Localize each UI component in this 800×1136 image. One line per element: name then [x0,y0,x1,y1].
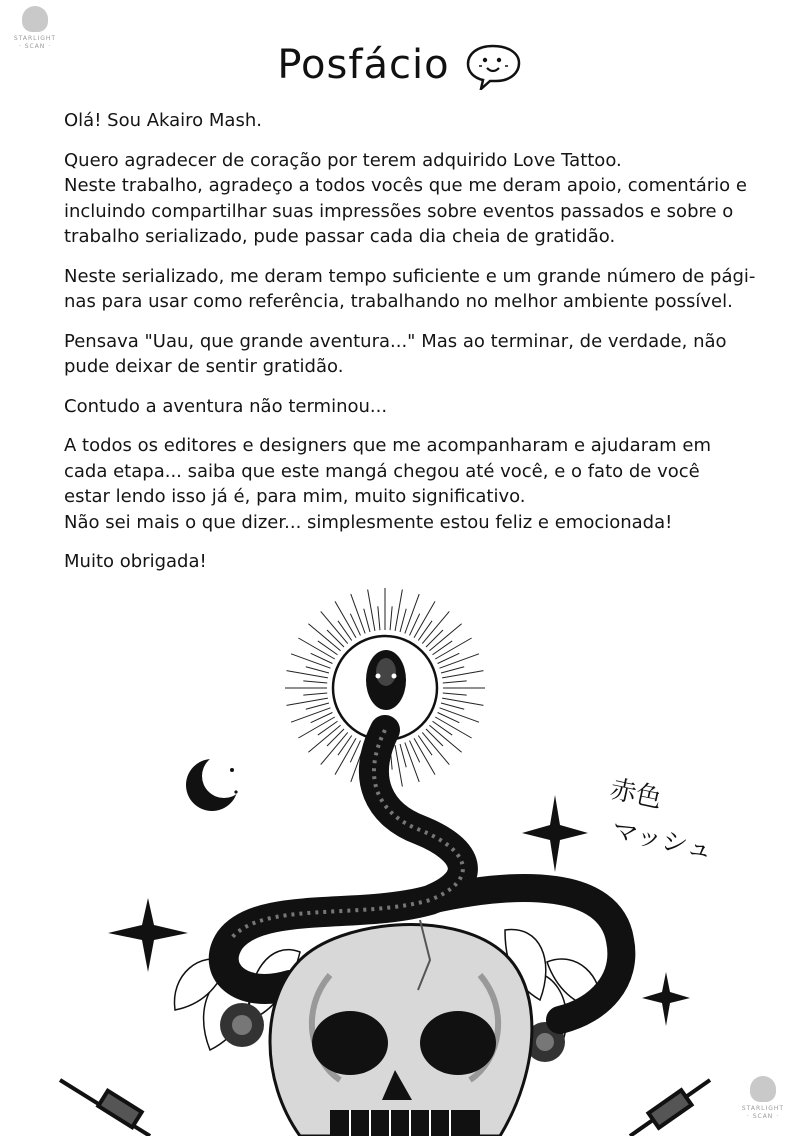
sun-ray [440,654,479,668]
speech-bubble-face-icon [463,40,523,90]
letter-line: Neste trabalho, agradeço a todos vocês que me deram apoio, comentário e [64,175,747,196]
letter-line: Olá! Sou Akairo Mash. [64,110,262,131]
sun-ray [303,693,327,695]
signature-line-2: マッシュ [608,815,716,867]
sun-ray [440,708,479,722]
sun-ray [395,745,402,786]
sun-ray [378,606,380,630]
page-title: Posfácio [277,42,450,88]
letter-line: nas para usar como referência, trabalhando no melhor ambiente possível. [64,291,733,312]
sun-ray [291,654,330,668]
skull-illustration [270,920,532,1136]
sun-ray [441,667,464,673]
letter-line: Quero agradecer de coração por terem adquirido Love Tattoo. [64,149,622,171]
letter-line: trabalho serializado, pude passar cada dia cheia de gratidão. [64,226,616,247]
letter-line: incluindo compartilhar suas impressões sobre eventos passados e sobre o [64,200,734,222]
greeting-paragraph [64,108,754,134]
sun-ray [441,703,464,709]
sun-ray [338,621,352,641]
letter-line: pude deixar de sentir gratidão. [64,356,344,377]
star-icon [522,795,588,872]
sun-ray [443,681,467,683]
watermark-line-1: STARLIGHT [13,35,57,42]
sun-ray [368,590,375,631]
sun-ray [418,621,432,641]
letter-line: Muito obrigada! [64,551,207,572]
signature-line-1: 赤色 [607,774,665,815]
sun-ray [405,743,419,782]
sun-ray [327,729,344,746]
sun-ray [338,736,352,756]
sun-ray [400,744,406,767]
sun-ray [318,721,338,735]
thanks-paragraph [64,148,754,250]
watermark-line-2: · SCAN · [18,43,52,50]
sun-ray [318,641,338,655]
letter-line: Não sei mais o que dizer... simplesmente estou feliz e emocionada! [64,511,673,533]
not-over-paragraph [64,394,754,420]
sun-ray [351,594,365,633]
letter-line: A todos os editores e designers que me acompanharam e ajudaram em [64,435,711,456]
afterword-letter [64,108,754,589]
letter-line: Neste serializado, me deram tempo suficiente e um grande número de pági- [64,265,756,287]
sun-ray [442,698,483,705]
sun-ray [303,681,327,683]
sun-ray [433,721,453,735]
sun-ray [287,698,328,705]
watermark-blob-icon [22,6,48,32]
star-icon [108,898,188,972]
sun-ray [364,609,370,632]
sun-ray [327,630,344,647]
watermark-logo-bottom [733,1076,793,1121]
letter-line: Pensava "Uau, que grande aventura..." Mas ao terminar, de verdade, não [64,330,727,352]
sun-ray [426,729,443,746]
sun-ray [433,641,453,655]
letter-line: cada etapa... saiba que este mangá chegou até você, e o fato de você [64,460,700,482]
sun-ray [400,609,406,632]
closing-paragraph [64,549,754,575]
sun-ray [306,667,329,673]
serialization-paragraph [64,264,754,315]
star-icon [642,972,690,1026]
sun-ray [443,693,467,695]
adventure-paragraph [64,329,754,380]
watermark-blob-icon [750,1076,776,1102]
title-area [0,40,800,90]
sun-ray [442,671,483,678]
watermark-line-1: STARLIGHT [741,1105,785,1112]
watermark-line-2: · SCAN · [746,1113,780,1120]
sun-ray [287,671,328,678]
sun-ray [306,703,329,709]
sun-ray [426,630,443,647]
sun-ray [405,594,419,633]
sun-ray [418,736,432,756]
sun-ray [291,708,330,722]
editors-paragraph [64,433,754,535]
crescent-moon-icon [186,754,246,811]
letter-line: estar lendo isso já é, para mim, muito significativo. [64,486,526,507]
sun-ray [390,606,392,630]
letter-line: Contudo a aventura não terminou... [64,395,388,417]
sun-ray [395,590,402,631]
